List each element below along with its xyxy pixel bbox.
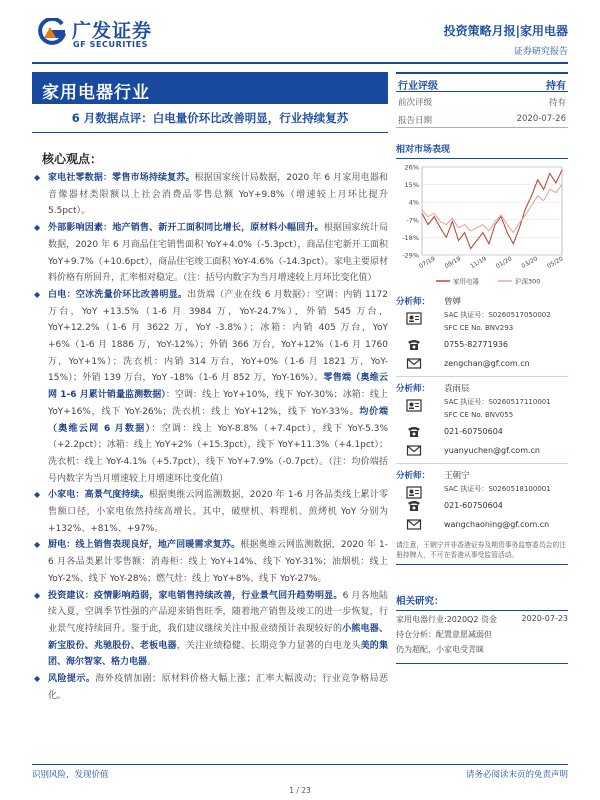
- analyst-name: 曾婵: [444, 297, 462, 307]
- analyst-email-row[interactable]: [396, 441, 568, 460]
- gf-logo: [36, 16, 176, 52]
- x-tick-label: 05/20: [546, 255, 565, 271]
- para-small-appliances: [34, 487, 388, 537]
- analyst-email[interactable]: zengchan@gf.com.cn: [444, 359, 530, 368]
- prev-rating-value: 持有: [548, 98, 566, 108]
- page-header: [0, 0, 600, 64]
- para-text: 根据奥维云网监测数据，2020 年 1-6 月各品类累计零售额：消毒柜：线上 YoY+14%、线下 YoY-31%；油烟机：线上 YoY-2%、线下 YoY-28%；燃气灶：线上 YoY+8%、线下 YoY-27%。: [48, 540, 388, 584]
- core-views-heading: 核心观点：: [42, 152, 103, 166]
- analyst-sfc: SFC CE No. BNV055: [444, 411, 514, 419]
- analyst-cert: SAC 执证号：S0260518100001: [444, 485, 551, 493]
- analyst-head: [396, 467, 568, 483]
- plot-frame: [422, 167, 562, 255]
- report-type: 证券研究报告: [513, 47, 568, 57]
- para-text: 。: [147, 657, 157, 668]
- y-tick-label: -18%: [402, 233, 419, 242]
- para-heading: 厨电：线上销售表现良好，地产回暖需求复苏。: [48, 540, 241, 551]
- analyst-email-row[interactable]: [396, 515, 568, 534]
- analyst-cert-row: [396, 396, 568, 409]
- para-text: 根据奥维云网监测数据，2020 年 1-6 月各品类线上累计零售额口径，小家电依然持续高增长。其中，破壁机、料理机、煎烤机 YoY 分别为 +132%、+81%、+97%。: [48, 490, 388, 534]
- related-research-title: 相关研究：: [396, 593, 568, 611]
- analyst-label: 分析师：: [396, 297, 431, 307]
- logo-chinese-name: 广发证券: [72, 20, 153, 42]
- para-text: ：空调：线上 YoY-8.8%（+7.4pct），线下 YoY-5.3%（+2.2pct）；冰箱：线上 YoY+2%（+15.3pct），线下 YoY+11.3%（+4.1pct）；洗衣机：线上 YoY-4.1%（+5.7pct），线下 YoY+7.9%（-0.7pct）。（注：均价端括号内数字为当月增速较上月增速环比变化值）: [48, 423, 389, 484]
- analyst-phone-row: [396, 335, 568, 354]
- analyst-cert-row: [396, 483, 568, 496]
- para-heading: 风险提示。: [48, 674, 96, 685]
- para-white-goods: [34, 287, 388, 487]
- para-text: 海外疫情加剧；原材料价格大幅上涨；汇率大幅波动；行业竞争格局恶化。: [48, 674, 388, 701]
- prev-rating-label: 前次评级: [398, 98, 433, 108]
- analyst-email[interactable]: wangchaoning@gf.com.cn: [444, 520, 550, 529]
- para-text: 根据国家统计局数据，2020 年 6 月家用电器和音像器材类限额以上社会消费品零售总额 YoY+9.8%（增速较上月环比提升 5.5pct）。: [48, 173, 388, 217]
- analyst-card: [396, 467, 568, 534]
- core-views-body: [34, 170, 388, 705]
- analyst-card: [396, 293, 568, 377]
- para-text: 根据国家统计局数据，2020 年 6 月商品住宅销售面积 YoY+4.0%（-5.3pct），商品住宅新开工面积 YoY+9.7%（+10.6pct），商品住宅竣工面积 YoY-4.6%（-14.3pct）。家电主要原材料价格有所回升，汇率相对稳定。（注：括号内数字为当月增速较上月环比变化值）: [48, 223, 388, 284]
- para-kitchen: [34, 537, 388, 587]
- para-retail: [34, 170, 388, 220]
- analyst-name: 袁雨辰: [444, 384, 470, 394]
- report-date-row: [396, 110, 568, 128]
- sfc-disclaimer: 请注意，王朝宁并非香港证券及期货事务监察委员会的注册持牌人，不可在香港从事受监管活动。: [396, 540, 568, 565]
- x-tick-label: 03/20: [520, 255, 539, 271]
- relative-performance-chart: [396, 159, 568, 291]
- para-heading: 白电：空冰洗量价环比改善明显。: [48, 289, 188, 300]
- para-text: 出货端（产业在线 6 月数据）：空调：内销 1172 万台，YoY +13.5%（1-6 月 3984 万，YoY-24.7%），外销 545 万台，YoY+12.2%（1-6 月 3622 万，YoY -3.8%）；冰箱：内销 405 万台，YoY +6%（1-6 月 1886 万，YoY-12%）；外销 366 万台，YoY+12%（1-6 月 1760 万，YoY+1%）；洗衣机：内销 314 万台，YoY+0%（1-6 月 1821 万，YoY-15%）；外销 139 万台，YoY -18%（1-6 月 852 万，YoY-16%）。: [48, 289, 388, 384]
- para-text: ，关注业绩稳健、长期竞争力显著的白电龙头: [176, 640, 361, 651]
- analyst-divider: [396, 376, 568, 377]
- legend-label: 家用电器: [453, 277, 479, 286]
- analyst-cert: SAC 执证号：S0260517110001: [444, 398, 551, 406]
- industry-title: 家用电器行业: [42, 83, 150, 103]
- industry-title-band: [32, 72, 388, 104]
- rating-header: [396, 72, 568, 92]
- x-tick-label: 07/19: [418, 255, 437, 271]
- y-tick-label: -7%: [406, 216, 419, 225]
- chart-title: 相对市场表现: [396, 142, 568, 159]
- chart-svg: [396, 159, 568, 291]
- series-line: [422, 170, 562, 248]
- analyst-label: 分析师：: [396, 471, 431, 481]
- related-item-title: 家用电器行业:2020Q2 资金: [396, 615, 497, 624]
- x-tick-label: 11/19: [469, 255, 488, 271]
- analyst-sfc-row: [396, 409, 568, 422]
- related-item-cont: [396, 626, 568, 641]
- page-number: 1 / 23: [289, 786, 311, 795]
- analyst-phone-row: [396, 496, 568, 515]
- legend-label: 沪深300: [515, 277, 541, 286]
- y-tick-label: 26%: [404, 163, 419, 172]
- para-heading: 外部影响因素：地产销售、新开工面积同比增长，原材料小幅回升。: [48, 223, 324, 234]
- para-external-factors: [34, 220, 388, 287]
- para-heading: 投资建议：疫情影响趋弱，家电销售持续改善，行业景气回升趋势明显。: [48, 590, 343, 601]
- x-tick-label: 01/20: [494, 255, 514, 271]
- related-divider: [396, 656, 568, 664]
- para-subheading: 零售端（奥维云网 1-6 月累计销量监测数据）: [48, 373, 388, 401]
- related-item-title: 仍为超配，小家电受青睐: [396, 645, 484, 654]
- analyst-phone: 021-60750604: [444, 427, 503, 436]
- report-date-value: 2020-07-26: [516, 114, 566, 124]
- subtitle-divider: [32, 132, 388, 133]
- analyst-head: [396, 380, 568, 396]
- para-text: ：空调：线上 YoY+10%，线下 YoY-30%；冰箱：线上 YoY+16%，线下 YoY-26%；洗衣机：线上 YoY+12%，线下 YoY-33%。: [48, 390, 388, 417]
- analyst-phone: 021-60750604: [444, 501, 503, 510]
- para-heading: 小家电：高景气度持续。: [48, 490, 149, 501]
- sidebar: [396, 72, 568, 664]
- related-item-title: 持仓分析：配置意愿减弱但: [396, 630, 492, 639]
- y-tick-label: 15%: [404, 181, 419, 190]
- analyst-sfc-row: [396, 322, 568, 335]
- analyst-divider: [396, 463, 568, 464]
- analyst-head: [396, 293, 568, 309]
- analyst-card: [396, 380, 568, 464]
- analyst-sfc: SFC CE No. BNV293: [444, 324, 514, 332]
- analyst-cert-row: [396, 309, 568, 322]
- logo-english-name: GF SECURITIES: [73, 40, 149, 49]
- analyst-name: 王朝宁: [444, 471, 470, 481]
- analyst-email[interactable]: yuanyuchen@gf.com.cn: [444, 446, 540, 455]
- rating-value: 持有: [546, 81, 566, 92]
- para-risk: [34, 671, 388, 704]
- header-divider: [32, 62, 568, 64]
- report-date-label: 报告日期: [398, 116, 433, 126]
- gf-logo-icon: [36, 18, 66, 48]
- related-item-cont: [396, 641, 568, 656]
- rating-label: 行业评级: [398, 81, 438, 92]
- report-series: 投资策略月报|家用电器: [443, 24, 568, 38]
- y-tick-label: -29%: [402, 251, 419, 260]
- analyst-phone-row: [396, 422, 568, 441]
- x-tick-label: 09/19: [443, 255, 463, 271]
- analyst-cert: SAC 执证号：S0260517050002: [444, 311, 551, 319]
- related-item-date: 2020-07-23: [521, 614, 568, 623]
- prev-rating-row: [396, 92, 568, 110]
- footer-divider: [32, 764, 568, 765]
- header-right: [444, 22, 568, 57]
- series-line: [422, 185, 562, 233]
- para-heading: 家电社零数据：零售市场持续复苏。: [48, 173, 195, 183]
- analyst-phone: 0755-82771936: [444, 340, 508, 349]
- analyst-list: [396, 293, 568, 534]
- analyst-email-row[interactable]: [396, 354, 568, 373]
- report-subtitle: 6 月数据点评：白电量价环比改善明显，行业持续复苏: [71, 111, 349, 125]
- related-item[interactable]: [396, 611, 568, 626]
- analyst-label: 分析师：: [396, 384, 431, 394]
- footer-disclaimer-note: 请务必阅读末页的免责声明: [465, 770, 568, 780]
- para-subheading: 均价端（奥维云网 6 月数据）: [48, 406, 388, 434]
- footer-slogan: 识别风险，发现价值: [32, 770, 109, 780]
- para-text: 6 月各地陆续入夏，空调季节性强的产品迎来销售旺季，随着地产销售及竣工的进一步恢复，行业景气度持续回升。鉴于此，我们建议继续关注中报业绩预计表现较好的: [48, 590, 388, 634]
- stock-picks: 小熊电器、新宝股份、兆驰股份、老板电器: [48, 623, 388, 651]
- stock-picks: 美的集团、海尔智家、格力电器: [48, 640, 388, 668]
- y-tick-label: 4%: [408, 198, 419, 207]
- para-investment: [34, 588, 388, 672]
